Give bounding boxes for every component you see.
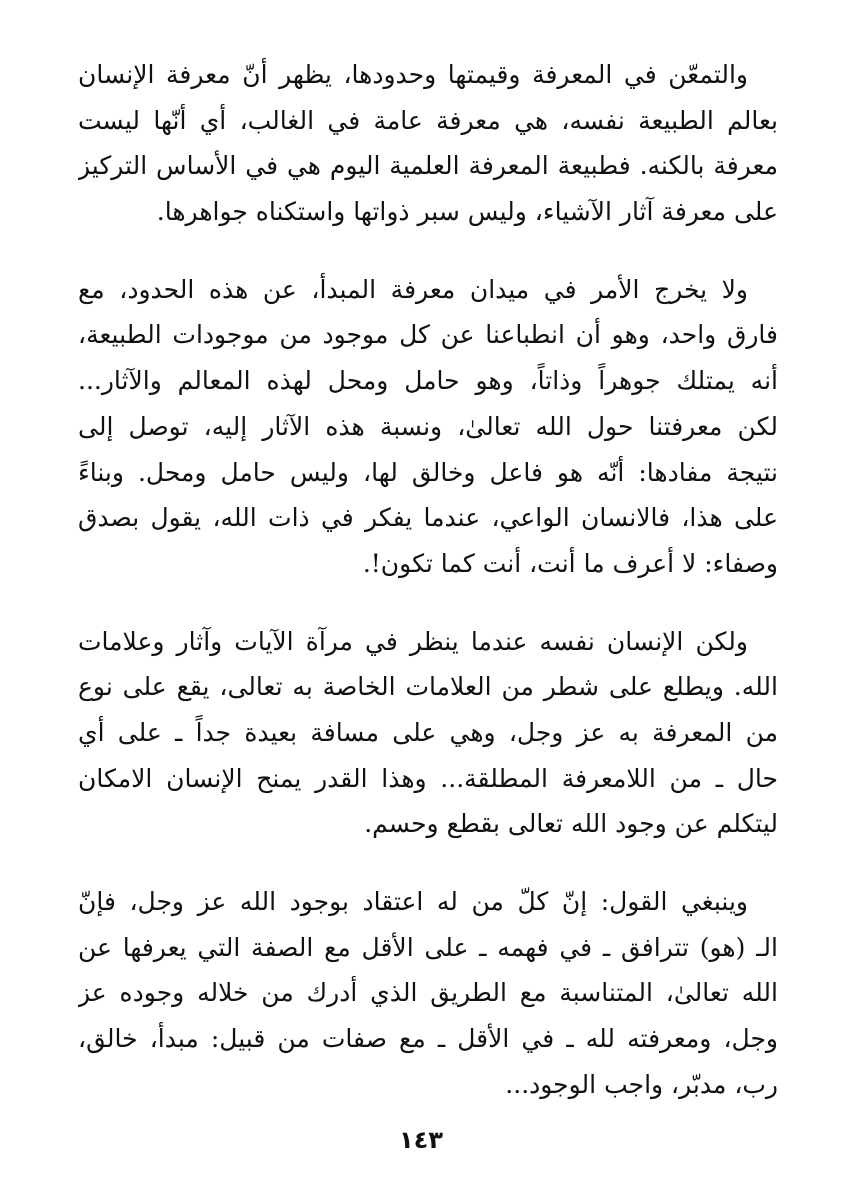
paragraph-3 xyxy=(78,619,778,847)
text-line: الله تعالىٰ، المتناسبة مع الطريق الذي أدرك من خلاله وجوده عز xyxy=(78,978,778,1008)
text-line: من المعرفة به عز وجل، وهي على مسافة بعيدة جداً ـ على أي xyxy=(78,717,778,747)
text-line: حال ـ من اللامعرفة المطلقة... وهذا القدر يمنح الإنسان الامكان xyxy=(78,763,778,793)
text-line: وجل، ومعرفته لله ـ في الأقل ـ مع صفات من قبيل: مبدأ، خالق، xyxy=(78,1024,778,1054)
text-line: وصفاء: لا أعرف ما أنت، أنت كما تكون!. xyxy=(362,548,778,578)
text-line: معرفة بالكنه. فطبيعة المعرفة العلمية اليوم هي في الأساس التركيز xyxy=(78,151,778,181)
text-line: والتمعّن في المعرفة وقيمتها وحدودها، يظهر أنّ معرفة الإنسان xyxy=(78,60,748,89)
paragraph-1 xyxy=(78,52,778,235)
text-line: ولكن الإنسان نفسه عندما ينظر في مرآة الآيات وآثار وعلامات xyxy=(78,626,748,656)
text-line: الله. ويطلع على شطر من العلامات الخاصة به تعالى، يقع على نوع xyxy=(78,672,778,702)
paragraph-2 xyxy=(78,267,778,587)
page-number: ١٤٣ xyxy=(399,1126,443,1154)
text-line: رب، مدبّر، واجب الوجود... xyxy=(505,1069,778,1099)
text-line: نتيجة مفادها: أنّه هو فاعل وخالق لها، وليس حامل ومحل. وبناءً xyxy=(78,457,778,487)
text-line: لكن معرفتنا حول الله تعالىٰ، ونسبة هذه الآثار إليه، توصل إلى xyxy=(78,411,778,441)
text-line: الـ (هو) تترافق ـ في فهمه ـ على الأقل مع الصفة التي يعرفها عن xyxy=(78,932,778,962)
text-line: ليتكلم عن وجود الله تعالى بقطع وحسم. xyxy=(364,809,778,839)
text-line: فارق واحد، وهو أن انطباعنا عن كل موجود من موجودات الطبيعة، xyxy=(78,320,778,350)
text-line: أنه يمتلك جوهراً وذاتاً، وهو حامل ومحل لهذه المعالم والآثار... xyxy=(78,366,778,396)
text-line: بعالم الطبيعة نفسه، هي معرفة عامة في الغالب، أي أنّها ليست xyxy=(78,105,778,135)
paragraph-4 xyxy=(78,879,778,1107)
text-line: على هذا، فالانسان الواعي، عندما يفكر في ذات الله، يقول بصدق xyxy=(78,503,778,533)
text-line: على معرفة آثار الآشياء، وليس سبر ذواتها واستكناه جواهرها. xyxy=(156,197,778,227)
page-body xyxy=(78,52,778,1139)
text-line: ولا يخرج الأمر في ميدان معرفة المبدأ، عن هذه الحدود، مع xyxy=(78,274,748,304)
text-line: وينبغي القول: إنّ كلّ من له اعتقاد بوجود الله عز وجل، فإنّ xyxy=(78,887,748,916)
